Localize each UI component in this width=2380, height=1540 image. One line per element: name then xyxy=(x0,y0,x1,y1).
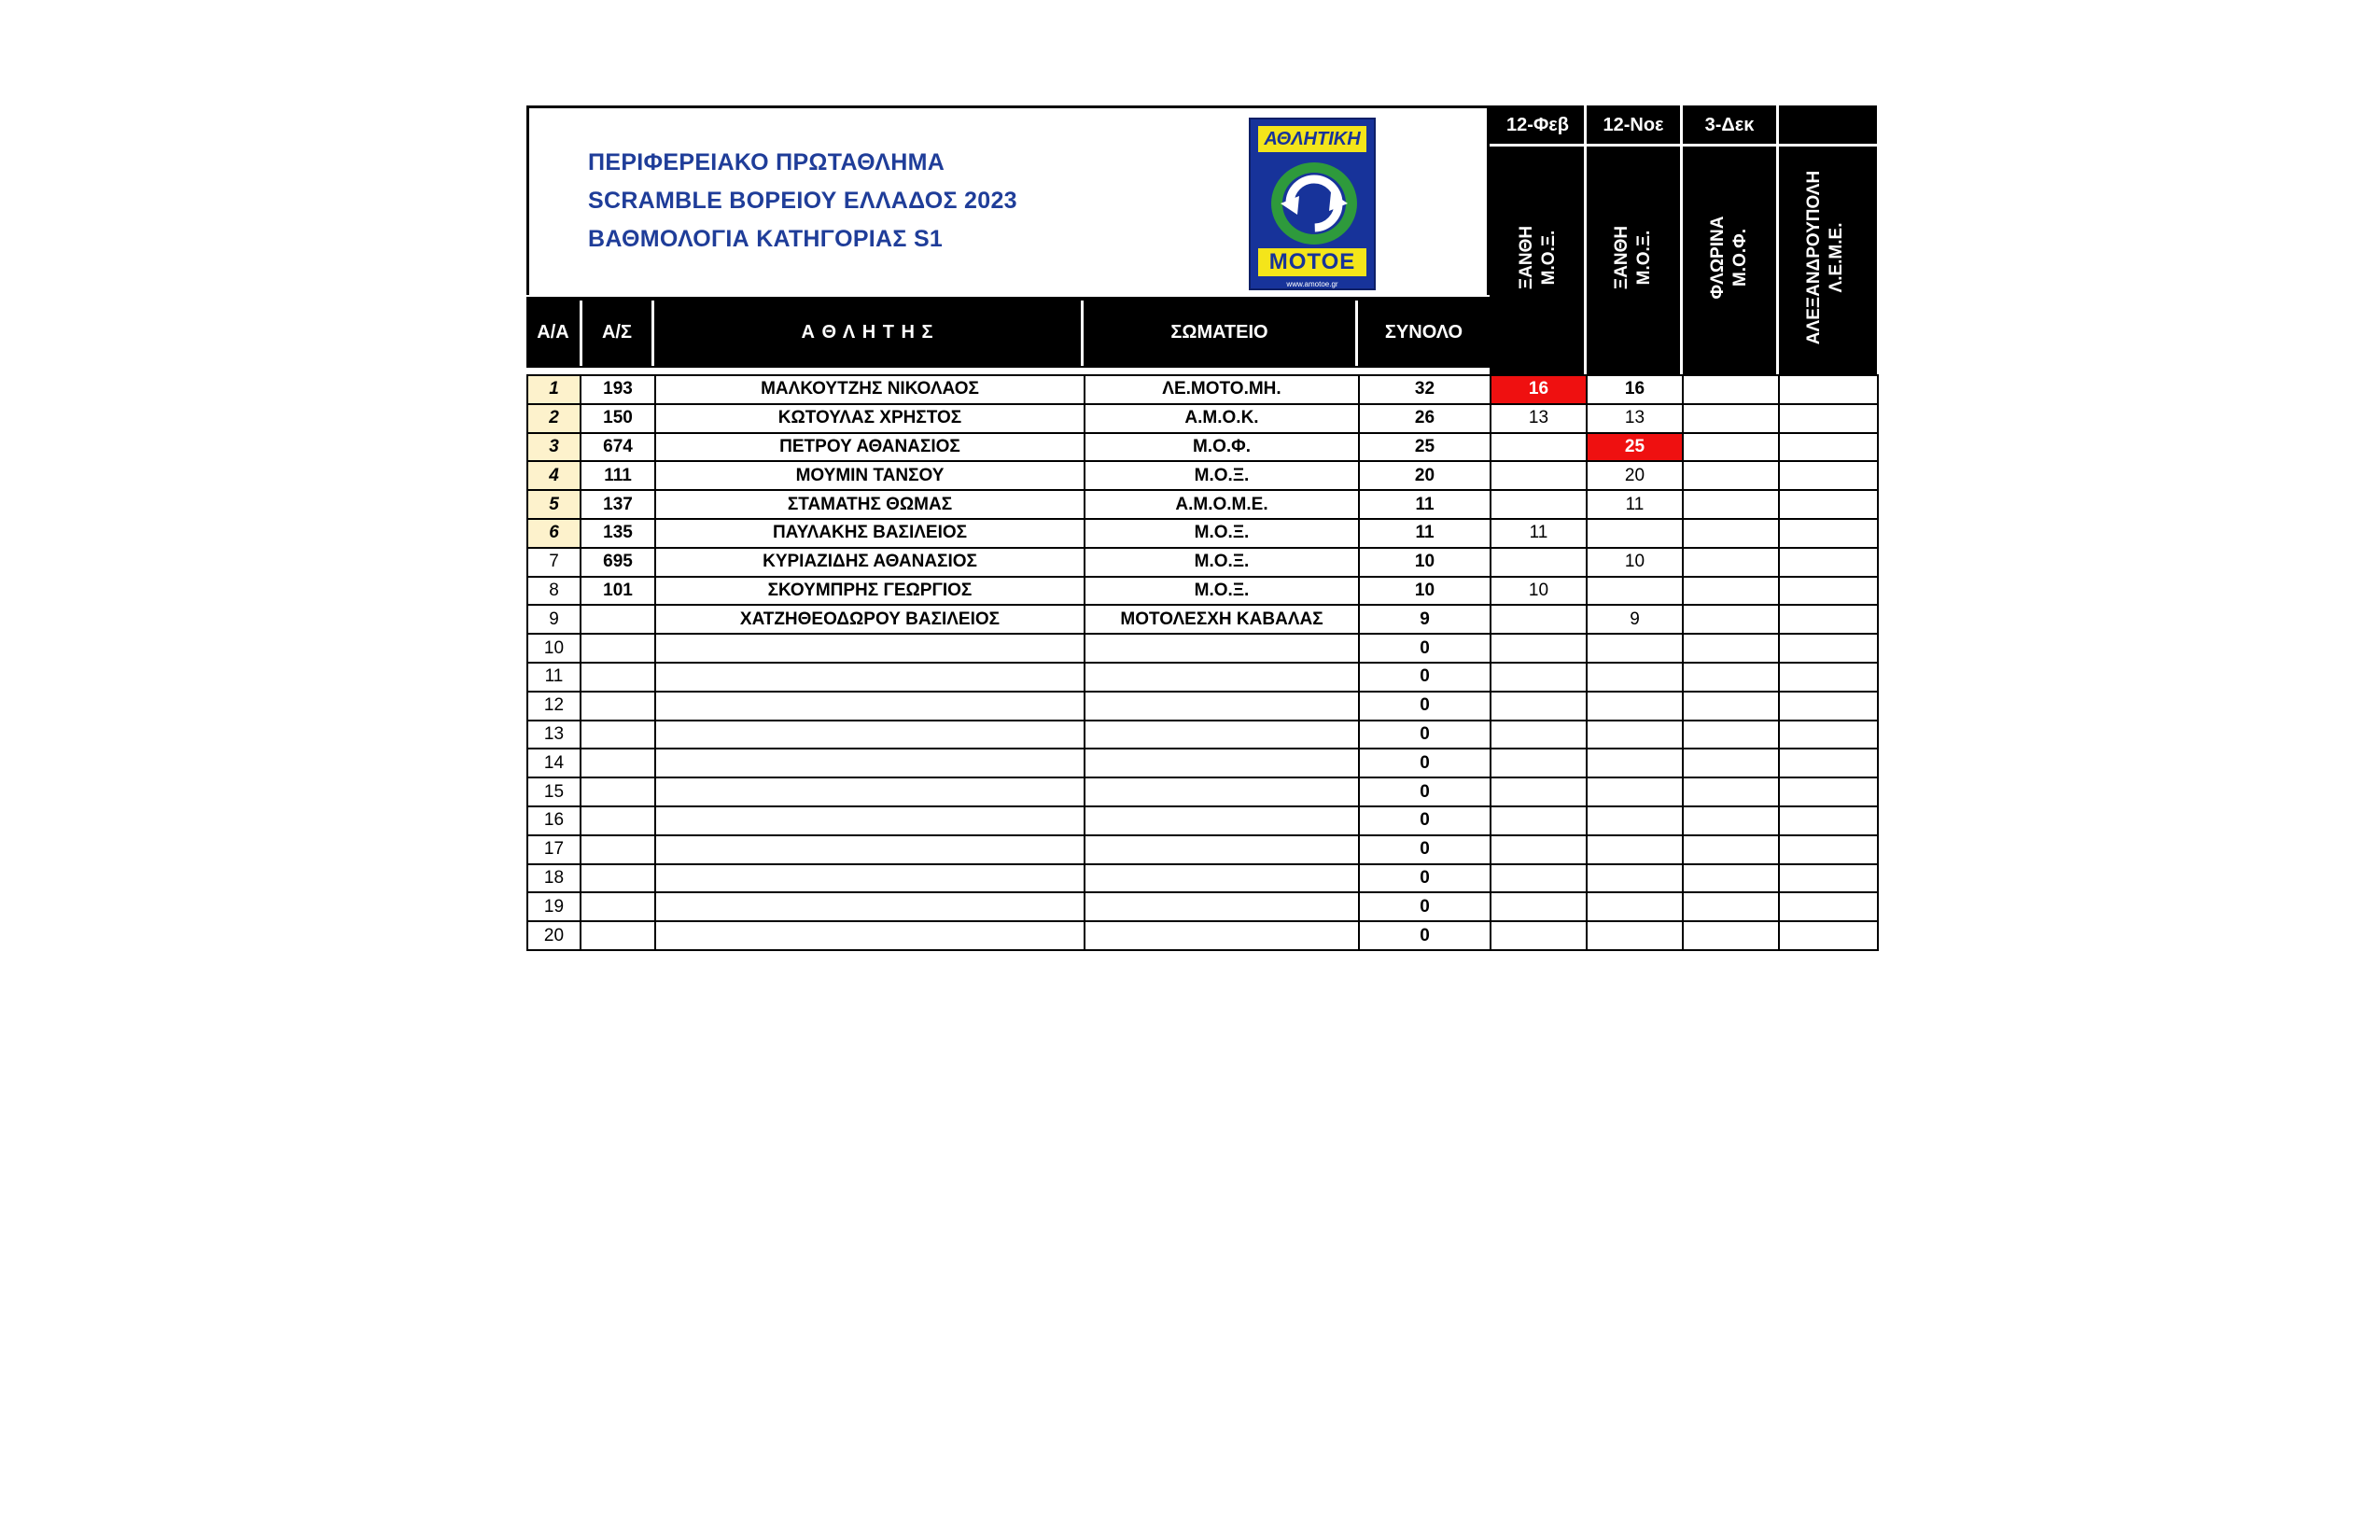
rank-cell: 16 xyxy=(527,806,581,835)
rider-name-cell xyxy=(655,777,1085,806)
race-points-cell-2: 13 xyxy=(1587,404,1683,433)
logo-name-text: ΜΟΤΟΕ xyxy=(1258,248,1366,276)
racing-number-cell xyxy=(581,749,655,777)
racing-number-cell xyxy=(581,663,655,692)
race-date-2: 12-Νοε xyxy=(1603,114,1664,135)
logo-url-text: www.amotoe.gr xyxy=(1286,280,1338,288)
rider-name-cell: ΣΚΟΥΜΠΡΗΣ ΓΕΩΡΓΙΟΣ xyxy=(655,577,1085,606)
race-points-cell-3 xyxy=(1683,548,1779,577)
header-pos: Α/Α xyxy=(526,297,580,368)
rider-name-cell: ΧΑΤΖΗΘΕΟΔΩΡΟΥ ΒΑΣΙΛΕΙΟΣ xyxy=(655,605,1085,634)
racing-number-cell: 111 xyxy=(581,461,655,490)
rider-name-cell xyxy=(655,806,1085,835)
racing-number-cell: 193 xyxy=(581,375,655,404)
race-points-cell-1 xyxy=(1491,835,1587,864)
table-row xyxy=(527,663,1878,692)
title-line-2: SCRAMBLE ΒΟΡΕΙΟΥ ΕΛΛΑΔΟΣ 2023 xyxy=(588,188,1017,214)
race-points-cell-1 xyxy=(1491,461,1587,490)
race-points-cell-4 xyxy=(1779,577,1878,606)
racing-number-cell: 101 xyxy=(581,577,655,606)
race-venue-name: ΑΛΕΞΑΝΔΡΟΥΠΟΛΗ xyxy=(1804,170,1824,345)
total-points-cell: 0 xyxy=(1359,921,1491,950)
club-cell: Α.Μ.Ο.Κ. xyxy=(1085,404,1359,433)
race-points-cell-1 xyxy=(1491,892,1587,921)
race-points-cell-4 xyxy=(1779,749,1878,777)
race-points-cell-3 xyxy=(1683,634,1779,663)
race-points-cell-4 xyxy=(1779,692,1878,721)
logo-banner-text: ΑΘΛΗΤΙΚΗ xyxy=(1258,126,1366,152)
race-points-cell-1 xyxy=(1491,548,1587,577)
club-cell: ΛΕ.ΜΟΤΟ.ΜΗ. xyxy=(1085,375,1359,404)
rank-cell: 7 xyxy=(527,548,581,577)
total-points-cell: 0 xyxy=(1359,634,1491,663)
rank-cell: 11 xyxy=(527,663,581,692)
race-points-cell-4 xyxy=(1779,892,1878,921)
rank-cell: 19 xyxy=(527,892,581,921)
race-points-cell-1 xyxy=(1491,864,1587,893)
race-points-cell-3 xyxy=(1683,404,1779,433)
race-organizer: Μ.Ο.Ξ. xyxy=(1634,230,1654,286)
race-points-cell-2 xyxy=(1587,806,1683,835)
title-box xyxy=(526,105,1490,295)
race-points-cell-3 xyxy=(1683,892,1779,921)
table-row xyxy=(527,634,1878,663)
race-points-cell-1 xyxy=(1491,663,1587,692)
total-points-cell: 10 xyxy=(1359,577,1491,606)
racing-number-cell: 150 xyxy=(581,404,655,433)
racing-number-cell: 135 xyxy=(581,519,655,548)
race-points-cell-1: 16 xyxy=(1491,375,1587,404)
race-points-cell-2: 25 xyxy=(1587,433,1683,462)
rider-name-cell xyxy=(655,835,1085,864)
racing-number-cell xyxy=(581,692,655,721)
total-points-cell: 11 xyxy=(1359,490,1491,519)
race-venue-name: ΦΛΩΡΙΝΑ xyxy=(1708,216,1728,300)
race-points-cell-3 xyxy=(1683,692,1779,721)
rank-cell: 15 xyxy=(527,777,581,806)
table-row xyxy=(527,806,1878,835)
race-points-cell-4 xyxy=(1779,806,1878,835)
table-row xyxy=(527,519,1878,548)
race-organizer: Μ.Ο.Ξ. xyxy=(1538,230,1559,286)
table-row xyxy=(527,375,1878,404)
date-row-divider xyxy=(1490,144,1877,147)
race-points-cell-2 xyxy=(1587,921,1683,950)
race-points-cell-4 xyxy=(1779,663,1878,692)
race-points-cell-3 xyxy=(1683,433,1779,462)
race-points-cell-4 xyxy=(1779,519,1878,548)
club-cell: Α.Μ.Ο.Μ.Ε. xyxy=(1085,490,1359,519)
table-row xyxy=(527,749,1878,777)
race-points-cell-3 xyxy=(1683,864,1779,893)
table-row xyxy=(527,461,1878,490)
club-cell: Μ.Ο.Ξ. xyxy=(1085,577,1359,606)
table-row xyxy=(527,864,1878,893)
race-points-cell-2: 10 xyxy=(1587,548,1683,577)
race-points-cell-1 xyxy=(1491,433,1587,462)
race-date-1: 12-Φεβ xyxy=(1505,114,1570,135)
race-organizer: Λ.Ε.Μ.Ε. xyxy=(1827,222,1846,293)
race-points-cell-2 xyxy=(1587,864,1683,893)
club-cell: Μ.Ο.Ξ. xyxy=(1085,548,1359,577)
rider-name-cell xyxy=(655,864,1085,893)
rank-cell: 3 xyxy=(527,433,581,462)
total-points-cell: 11 xyxy=(1359,519,1491,548)
total-points-cell: 0 xyxy=(1359,663,1491,692)
club-cell: ΜΟΤΟΛΕΣΧΗ ΚΑΒΑΛΑΣ xyxy=(1085,605,1359,634)
race-points-cell-4 xyxy=(1779,777,1878,806)
race-points-cell-1 xyxy=(1491,721,1587,749)
table-row xyxy=(527,892,1878,921)
race-organizer: Μ.Ο.Φ. xyxy=(1730,228,1750,287)
header-number: Α/Σ xyxy=(582,297,651,368)
rank-cell: 10 xyxy=(527,634,581,663)
race-points-cell-3 xyxy=(1683,777,1779,806)
race-points-cell-1 xyxy=(1491,921,1587,950)
title-line-1: ΠΕΡΙΦΕΡΕΙΑΚΟ ΠΡΩΤΑΘΛΗΜΑ xyxy=(588,149,945,175)
racing-number-cell: 137 xyxy=(581,490,655,519)
race-points-cell-3 xyxy=(1683,721,1779,749)
race-points-cell-4 xyxy=(1779,461,1878,490)
race-points-cell-2: 9 xyxy=(1587,605,1683,634)
race-points-cell-1 xyxy=(1491,777,1587,806)
race-points-cell-3 xyxy=(1683,375,1779,404)
race-date-3: 3-Δεκ xyxy=(1704,114,1755,135)
race-points-cell-4 xyxy=(1779,548,1878,577)
race-points-cell-2 xyxy=(1587,577,1683,606)
race-points-cell-2: 16 xyxy=(1587,375,1683,404)
race-points-cell-2 xyxy=(1587,721,1683,749)
racing-number-cell xyxy=(581,921,655,950)
race-points-cell-3 xyxy=(1683,921,1779,950)
race-venue-2 xyxy=(1587,148,1680,367)
race-points-cell-2: 20 xyxy=(1587,461,1683,490)
table-row xyxy=(527,921,1878,950)
rank-cell: 14 xyxy=(527,749,581,777)
race-points-cell-3 xyxy=(1683,461,1779,490)
rank-cell: 1 xyxy=(527,375,581,404)
standings-sheet xyxy=(526,105,1877,949)
race-points-cell-4 xyxy=(1779,404,1878,433)
race-points-cell-2 xyxy=(1587,835,1683,864)
race-points-cell-3 xyxy=(1683,519,1779,548)
racing-number-cell xyxy=(581,864,655,893)
race-points-cell-4 xyxy=(1779,634,1878,663)
race-points-cell-2 xyxy=(1587,777,1683,806)
federation-logo xyxy=(1249,118,1376,290)
club-cell: Μ.Ο.Ξ. xyxy=(1085,519,1359,548)
rider-name-cell: ΣΤΑΜΑΤΗΣ ΘΩΜΑΣ xyxy=(655,490,1085,519)
race-points-cell-4 xyxy=(1779,864,1878,893)
rank-cell: 20 xyxy=(527,921,581,950)
race-points-cell-4 xyxy=(1779,375,1878,404)
club-cell xyxy=(1085,777,1359,806)
table-row xyxy=(527,835,1878,864)
race-points-cell-2: 11 xyxy=(1587,490,1683,519)
race-points-cell-2 xyxy=(1587,892,1683,921)
race-points-cell-1: 10 xyxy=(1491,577,1587,606)
rank-cell: 9 xyxy=(527,605,581,634)
rank-cell: 17 xyxy=(527,835,581,864)
table-row xyxy=(527,548,1878,577)
race-points-cell-1 xyxy=(1491,490,1587,519)
total-points-cell: 0 xyxy=(1359,749,1491,777)
race-points-cell-2 xyxy=(1587,749,1683,777)
race-points-cell-4 xyxy=(1779,605,1878,634)
race-points-cell-2 xyxy=(1587,519,1683,548)
race-points-cell-1 xyxy=(1491,806,1587,835)
race-venue-1 xyxy=(1491,148,1584,367)
rank-cell: 5 xyxy=(527,490,581,519)
racing-number-cell xyxy=(581,634,655,663)
club-cell xyxy=(1085,663,1359,692)
rank-cell: 2 xyxy=(527,404,581,433)
rider-name-cell xyxy=(655,721,1085,749)
club-cell xyxy=(1085,692,1359,721)
race-points-cell-2 xyxy=(1587,692,1683,721)
race-points-cell-2 xyxy=(1587,634,1683,663)
rider-name-cell xyxy=(655,892,1085,921)
racing-number-cell: 674 xyxy=(581,433,655,462)
racing-number-cell xyxy=(581,892,655,921)
race-points-cell-3 xyxy=(1683,749,1779,777)
race-points-cell-3 xyxy=(1683,663,1779,692)
title-line-3: ΒΑΘΜΟΛΟΓΙΑ ΚΑΤΗΓΟΡΙΑΣ S1 xyxy=(588,226,944,252)
race-points-cell-3 xyxy=(1683,577,1779,606)
race-date-4 xyxy=(1779,107,1872,143)
rider-name-cell xyxy=(655,634,1085,663)
rank-cell: 4 xyxy=(527,461,581,490)
table-row xyxy=(527,605,1878,634)
race-points-cell-1 xyxy=(1491,692,1587,721)
racing-number-cell xyxy=(581,605,655,634)
racing-number-cell xyxy=(581,806,655,835)
rider-name-cell: ΜΟΥΜΙΝ ΤΑΝΣΟΥ xyxy=(655,461,1085,490)
club-cell: Μ.Ο.Φ. xyxy=(1085,433,1359,462)
club-cell xyxy=(1085,634,1359,663)
club-cell xyxy=(1085,721,1359,749)
rider-name-cell: ΜΑΛΚΟΥΤΖΗΣ ΝΙΚΟΛΑΟΣ xyxy=(655,375,1085,404)
rider-name-cell: ΠΑΥΛΑΚΗΣ ΒΑΣΙΛΕΙΟΣ xyxy=(655,519,1085,548)
total-points-cell: 0 xyxy=(1359,806,1491,835)
rank-cell: 13 xyxy=(527,721,581,749)
table-row xyxy=(527,721,1878,749)
racing-number-cell xyxy=(581,777,655,806)
race-points-cell-4 xyxy=(1779,721,1878,749)
racing-number-cell xyxy=(581,835,655,864)
race-points-cell-1 xyxy=(1491,634,1587,663)
total-points-cell: 32 xyxy=(1359,375,1491,404)
race-venue-name: ΞΑΝΘΗ xyxy=(1612,225,1631,290)
table-row xyxy=(527,433,1878,462)
total-points-cell: 0 xyxy=(1359,892,1491,921)
race-points-cell-1 xyxy=(1491,749,1587,777)
club-cell xyxy=(1085,921,1359,950)
table-row xyxy=(527,777,1878,806)
standings-table xyxy=(526,374,1879,951)
table-row xyxy=(527,490,1878,519)
rank-cell: 6 xyxy=(527,519,581,548)
wreath-emblem-icon xyxy=(1262,155,1366,248)
race-points-cell-4 xyxy=(1779,433,1878,462)
club-cell xyxy=(1085,806,1359,835)
total-points-cell: 10 xyxy=(1359,548,1491,577)
total-points-cell: 0 xyxy=(1359,864,1491,893)
race-points-cell-1 xyxy=(1491,605,1587,634)
total-points-cell: 0 xyxy=(1359,721,1491,749)
race-points-cell-2 xyxy=(1587,663,1683,692)
total-points-cell: 0 xyxy=(1359,692,1491,721)
rider-name-cell: ΠΕΤΡΟΥ ΑΘΑΝΑΣΙΟΣ xyxy=(655,433,1085,462)
rider-name-cell: ΚΥΡΙΑΖΙΔΗΣ ΑΘΑΝΑΣΙΟΣ xyxy=(655,548,1085,577)
race-points-cell-1: 13 xyxy=(1491,404,1587,433)
total-points-cell: 0 xyxy=(1359,835,1491,864)
race-points-cell-1: 11 xyxy=(1491,519,1587,548)
header-club: ΣΩΜΑΤΕΙΟ xyxy=(1084,297,1355,368)
race-points-cell-4 xyxy=(1779,490,1878,519)
total-points-cell: 9 xyxy=(1359,605,1491,634)
rider-name-cell xyxy=(655,749,1085,777)
header-rider: Α Θ Λ Η Τ Η Σ xyxy=(654,297,1081,368)
race-venue-name: ΞΑΝΘΗ xyxy=(1516,225,1536,290)
club-cell xyxy=(1085,835,1359,864)
race-points-cell-3 xyxy=(1683,806,1779,835)
race-venue-3 xyxy=(1683,148,1776,367)
rider-name-cell xyxy=(655,692,1085,721)
race-points-cell-4 xyxy=(1779,835,1878,864)
total-points-cell: 26 xyxy=(1359,404,1491,433)
total-points-cell: 20 xyxy=(1359,461,1491,490)
table-row xyxy=(527,404,1878,433)
club-cell xyxy=(1085,864,1359,893)
race-points-cell-3 xyxy=(1683,835,1779,864)
rank-cell: 8 xyxy=(527,577,581,606)
rank-cell: 12 xyxy=(527,692,581,721)
rider-name-cell xyxy=(655,663,1085,692)
rider-name-cell xyxy=(655,921,1085,950)
total-points-cell: 25 xyxy=(1359,433,1491,462)
rider-name-cell: ΚΩΤΟΥΛΑΣ ΧΡΗΣΤΟΣ xyxy=(655,404,1085,433)
race-points-cell-3 xyxy=(1683,605,1779,634)
club-cell xyxy=(1085,749,1359,777)
rank-cell: 18 xyxy=(527,864,581,893)
table-row xyxy=(527,692,1878,721)
total-points-cell: 0 xyxy=(1359,777,1491,806)
racing-number-cell: 695 xyxy=(581,548,655,577)
club-cell: Μ.Ο.Ξ. xyxy=(1085,461,1359,490)
race-points-cell-4 xyxy=(1779,921,1878,950)
racing-number-cell xyxy=(581,721,655,749)
club-cell xyxy=(1085,892,1359,921)
race-venue-4 xyxy=(1779,148,1872,367)
race-points-cell-3 xyxy=(1683,490,1779,519)
table-row xyxy=(527,577,1878,606)
header-total: ΣΥΝΟΛΟ xyxy=(1358,297,1490,368)
